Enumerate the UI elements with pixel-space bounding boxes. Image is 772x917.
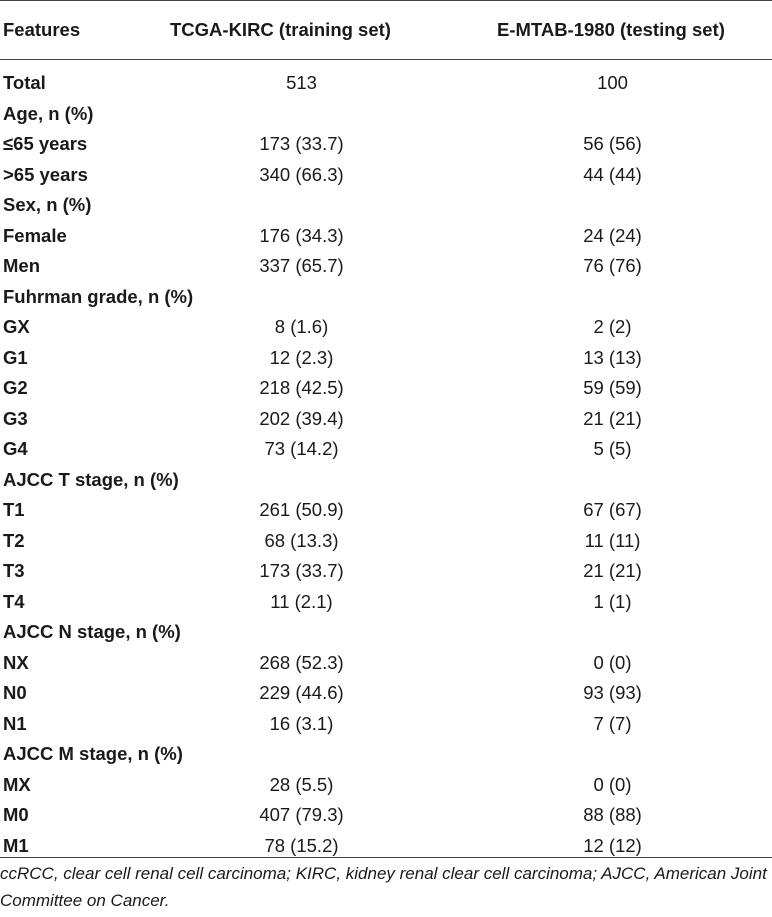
table-row (0, 770, 772, 801)
testing-value: 21 (21) (583, 560, 642, 582)
training-value: 218 (42.5) (259, 377, 344, 399)
testing-value: 11 (11) (584, 529, 641, 551)
row-label: AJCC T stage, n (%) (3, 468, 179, 490)
testing-value (453, 739, 772, 770)
training-value: 337 (65.7) (259, 255, 344, 277)
row-label: NX (3, 651, 29, 673)
training-value: 173 (33.7) (259, 560, 344, 582)
training-value (150, 465, 453, 496)
testing-value (453, 465, 772, 496)
table-row (0, 709, 772, 740)
row-label: T2 (3, 529, 25, 551)
row-label: G2 (3, 377, 28, 399)
training-value (150, 282, 453, 313)
table-row (0, 99, 772, 130)
training-value (150, 99, 453, 130)
row-label: MX (3, 773, 31, 795)
testing-value: 93 (93) (583, 682, 642, 704)
testing-value (453, 282, 772, 313)
training-value: 16 (3.1) (269, 712, 334, 734)
row-label: M1 (3, 834, 29, 856)
training-value: 11 (2.1) (270, 590, 333, 612)
table-header (0, 1, 772, 60)
table-row (0, 190, 772, 221)
table-row (0, 587, 772, 618)
row-label: T3 (3, 560, 25, 582)
table-row (0, 800, 772, 831)
training-value: 73 (14.2) (264, 438, 339, 460)
testing-value: 24 (24) (583, 224, 642, 246)
table-row (0, 282, 772, 313)
training-value: 229 (44.6) (259, 682, 344, 704)
table-row (0, 556, 772, 587)
training-value: 8 (1.6) (274, 316, 329, 338)
testing-value: 44 (44) (583, 163, 642, 185)
training-value: 68 (13.3) (264, 529, 339, 551)
training-value: 173 (33.7) (259, 133, 344, 155)
testing-value: 0 (0) (593, 773, 632, 795)
testing-value: 13 (13) (583, 346, 642, 368)
training-value: 176 (34.3) (259, 224, 344, 246)
table-row (0, 160, 772, 191)
table-row (0, 129, 772, 160)
testing-value: 67 (67) (583, 499, 642, 521)
table-row (0, 434, 772, 465)
row-label: Fuhrman grade, n (%) (3, 285, 194, 307)
testing-value: 59 (59) (583, 377, 642, 399)
header-row (0, 1, 772, 60)
row-label: Age, n (%) (3, 102, 94, 124)
training-value: 268 (52.3) (259, 651, 344, 673)
table-row (0, 465, 772, 496)
testing-value: 56 (56) (583, 133, 642, 155)
testing-value: 88 (88) (583, 804, 642, 826)
table-row (0, 251, 772, 282)
testing-value (453, 99, 772, 130)
row-label: M0 (3, 804, 29, 826)
row-label: N0 (3, 682, 27, 704)
row-label: Sex, n (%) (3, 194, 92, 216)
training-value (150, 739, 453, 770)
testing-value: 12 (12) (583, 834, 642, 856)
table-row (0, 526, 772, 557)
table-row (0, 373, 772, 404)
table-body (0, 60, 772, 868)
training-value: 202 (39.4) (259, 407, 344, 429)
testing-value (453, 617, 772, 648)
training-value: 261 (50.9) (259, 499, 344, 521)
testing-value: 7 (7) (593, 712, 632, 734)
training-value: 78 (15.2) (264, 834, 339, 856)
table-row (0, 221, 772, 252)
training-value: 28 (5.5) (269, 773, 334, 795)
training-value (150, 190, 453, 221)
table-row (0, 343, 772, 374)
training-value: 513 (286, 72, 317, 94)
row-label: G3 (3, 407, 28, 429)
training-value: 12 (2.3) (269, 346, 334, 368)
row-label: N1 (3, 712, 27, 734)
testing-value: 21 (21) (583, 407, 642, 429)
row-label: GX (3, 316, 30, 338)
testing-value: 76 (76) (583, 255, 642, 277)
table-row (0, 495, 772, 526)
table-footnote: ccRCC, clear cell renal cell carcinoma; KIRC, kidney renal clear cell carcinoma; AJCC, American Joint Committee on Cancer. (0, 857, 772, 914)
table-row (0, 617, 772, 648)
row-label: >65 years (3, 163, 88, 185)
table-row (0, 678, 772, 709)
training-value (150, 617, 453, 648)
row-label: AJCC N stage, n (%) (3, 621, 181, 643)
header-features: Features (0, 1, 150, 60)
testing-value: 5 (5) (593, 438, 632, 460)
row-label: T4 (3, 590, 25, 612)
row-label: AJCC M stage, n (%) (3, 743, 183, 765)
table-row (0, 648, 772, 679)
table-row (0, 739, 772, 770)
row-label: Men (3, 255, 40, 277)
training-value: 407 (79.3) (259, 804, 344, 826)
testing-value: 100 (597, 72, 628, 94)
row-label: ≤65 years (3, 133, 88, 155)
testing-value: 1 (1) (593, 590, 632, 612)
row-label: G1 (3, 346, 28, 368)
header-training-set: TCGA-KIRC (training set) (150, 1, 453, 60)
table-row (0, 312, 772, 343)
row-label: T1 (3, 499, 25, 521)
row-label: Total (3, 72, 46, 94)
testing-value (453, 190, 772, 221)
testing-value: 0 (0) (593, 651, 632, 673)
table-row (0, 60, 772, 99)
row-label: G4 (3, 438, 28, 460)
header-testing-set: E-MTAB-1980 (testing set) (453, 1, 772, 60)
row-label: Female (3, 224, 67, 246)
table-row (0, 404, 772, 435)
training-value: 340 (66.3) (259, 163, 344, 185)
testing-value: 2 (2) (593, 316, 632, 338)
